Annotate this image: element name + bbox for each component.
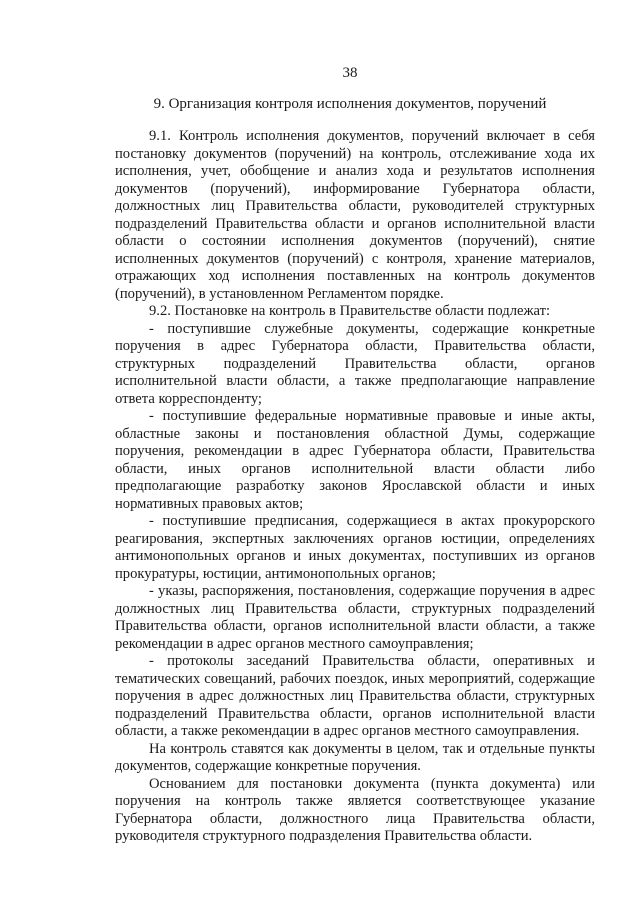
list-item-decrees: - указы, распоряжения, постановления, содержащие поручения в адрес должностных лиц Правительства области, структурных подразделений Правительства области, органов исполнительной власти области, а также рекомендации в адрес органов местного самоуправления;	[115, 583, 595, 652]
paragraph-9-1: 9.1. Контроль исполнения документов, поручений включает в себя постановку документов (поручений) на контроль, отслеживание хода их исполнения, учет, обобщение и анализ хода и результатов исполнения документов (поручений), информирование Губернатора области, должностных лиц Правительства области, руководителей структурных подразделений Правительства области и органов исполнительной власти области о состоянии исполнения документов (поручений), снятие исполненных документов (поручений) с контроля, хранение материалов, отражающих ход исполнения поставленных на контроль документов (поручений), в установленном Регламентом порядке.	[115, 128, 595, 302]
section-title: 9. Организация контроля исполнения документов, поручений	[153, 96, 547, 112]
paragraph-control-scope: На контроль ставятся как документы в целом, так и отдельные пункты документов, содержащие конкретные поручения.	[115, 740, 595, 774]
list-item-federal-acts: - поступившие федеральные нормативные правовые и иные акты, областные законы и постановления областной Думы, содержащие поручения, рекомендации в адрес Губернатора области, Правительства области, иных органов исполнительной власти области либо предполагающие разработку законов Ярославской области и иных нормативных правовых актов;	[115, 408, 595, 512]
paragraph-control-basis: Основанием для постановки документа (пункта документа) или поручения на контроль также является соответствующее указание Губернатора области, должностного лица Правительства области, руководителя структурного подразделения Правительства области.	[115, 775, 595, 844]
list-item-protocols: - протоколы заседаний Правительства области, оперативных и тематических совещаний, рабочих поездок, иных мероприятий, содержащие поручения в адрес должностных лиц Правительства области, структурных подразделений Правительства области, органов исполнительной власти области, а также рекомендации в адрес органов местного самоуправления.	[115, 653, 595, 739]
list-item-official-documents: - поступившие служебные документы, содержащие конкретные поручения в адрес Губернатора области, Правительства области, структурных подразделений Правительства области, органов исполнительной власти области, а также предполагающие направление ответа корреспонденту;	[115, 320, 595, 407]
page-number: 38	[342, 65, 358, 81]
paragraph-9-2: 9.2. Постановке на контроль в Правительстве области подлежат:	[149, 303, 551, 319]
list-item-prescriptions: - поступившие предписания, содержащиеся в актах прокурорского реагирования, экспертных заключениях органов юстиции, определениях антимонопольных органов и иных документах, поступивших из органов прокуратуры, юстиции, антимонопольных органов;	[115, 513, 595, 582]
body-text	[115, 128, 595, 846]
